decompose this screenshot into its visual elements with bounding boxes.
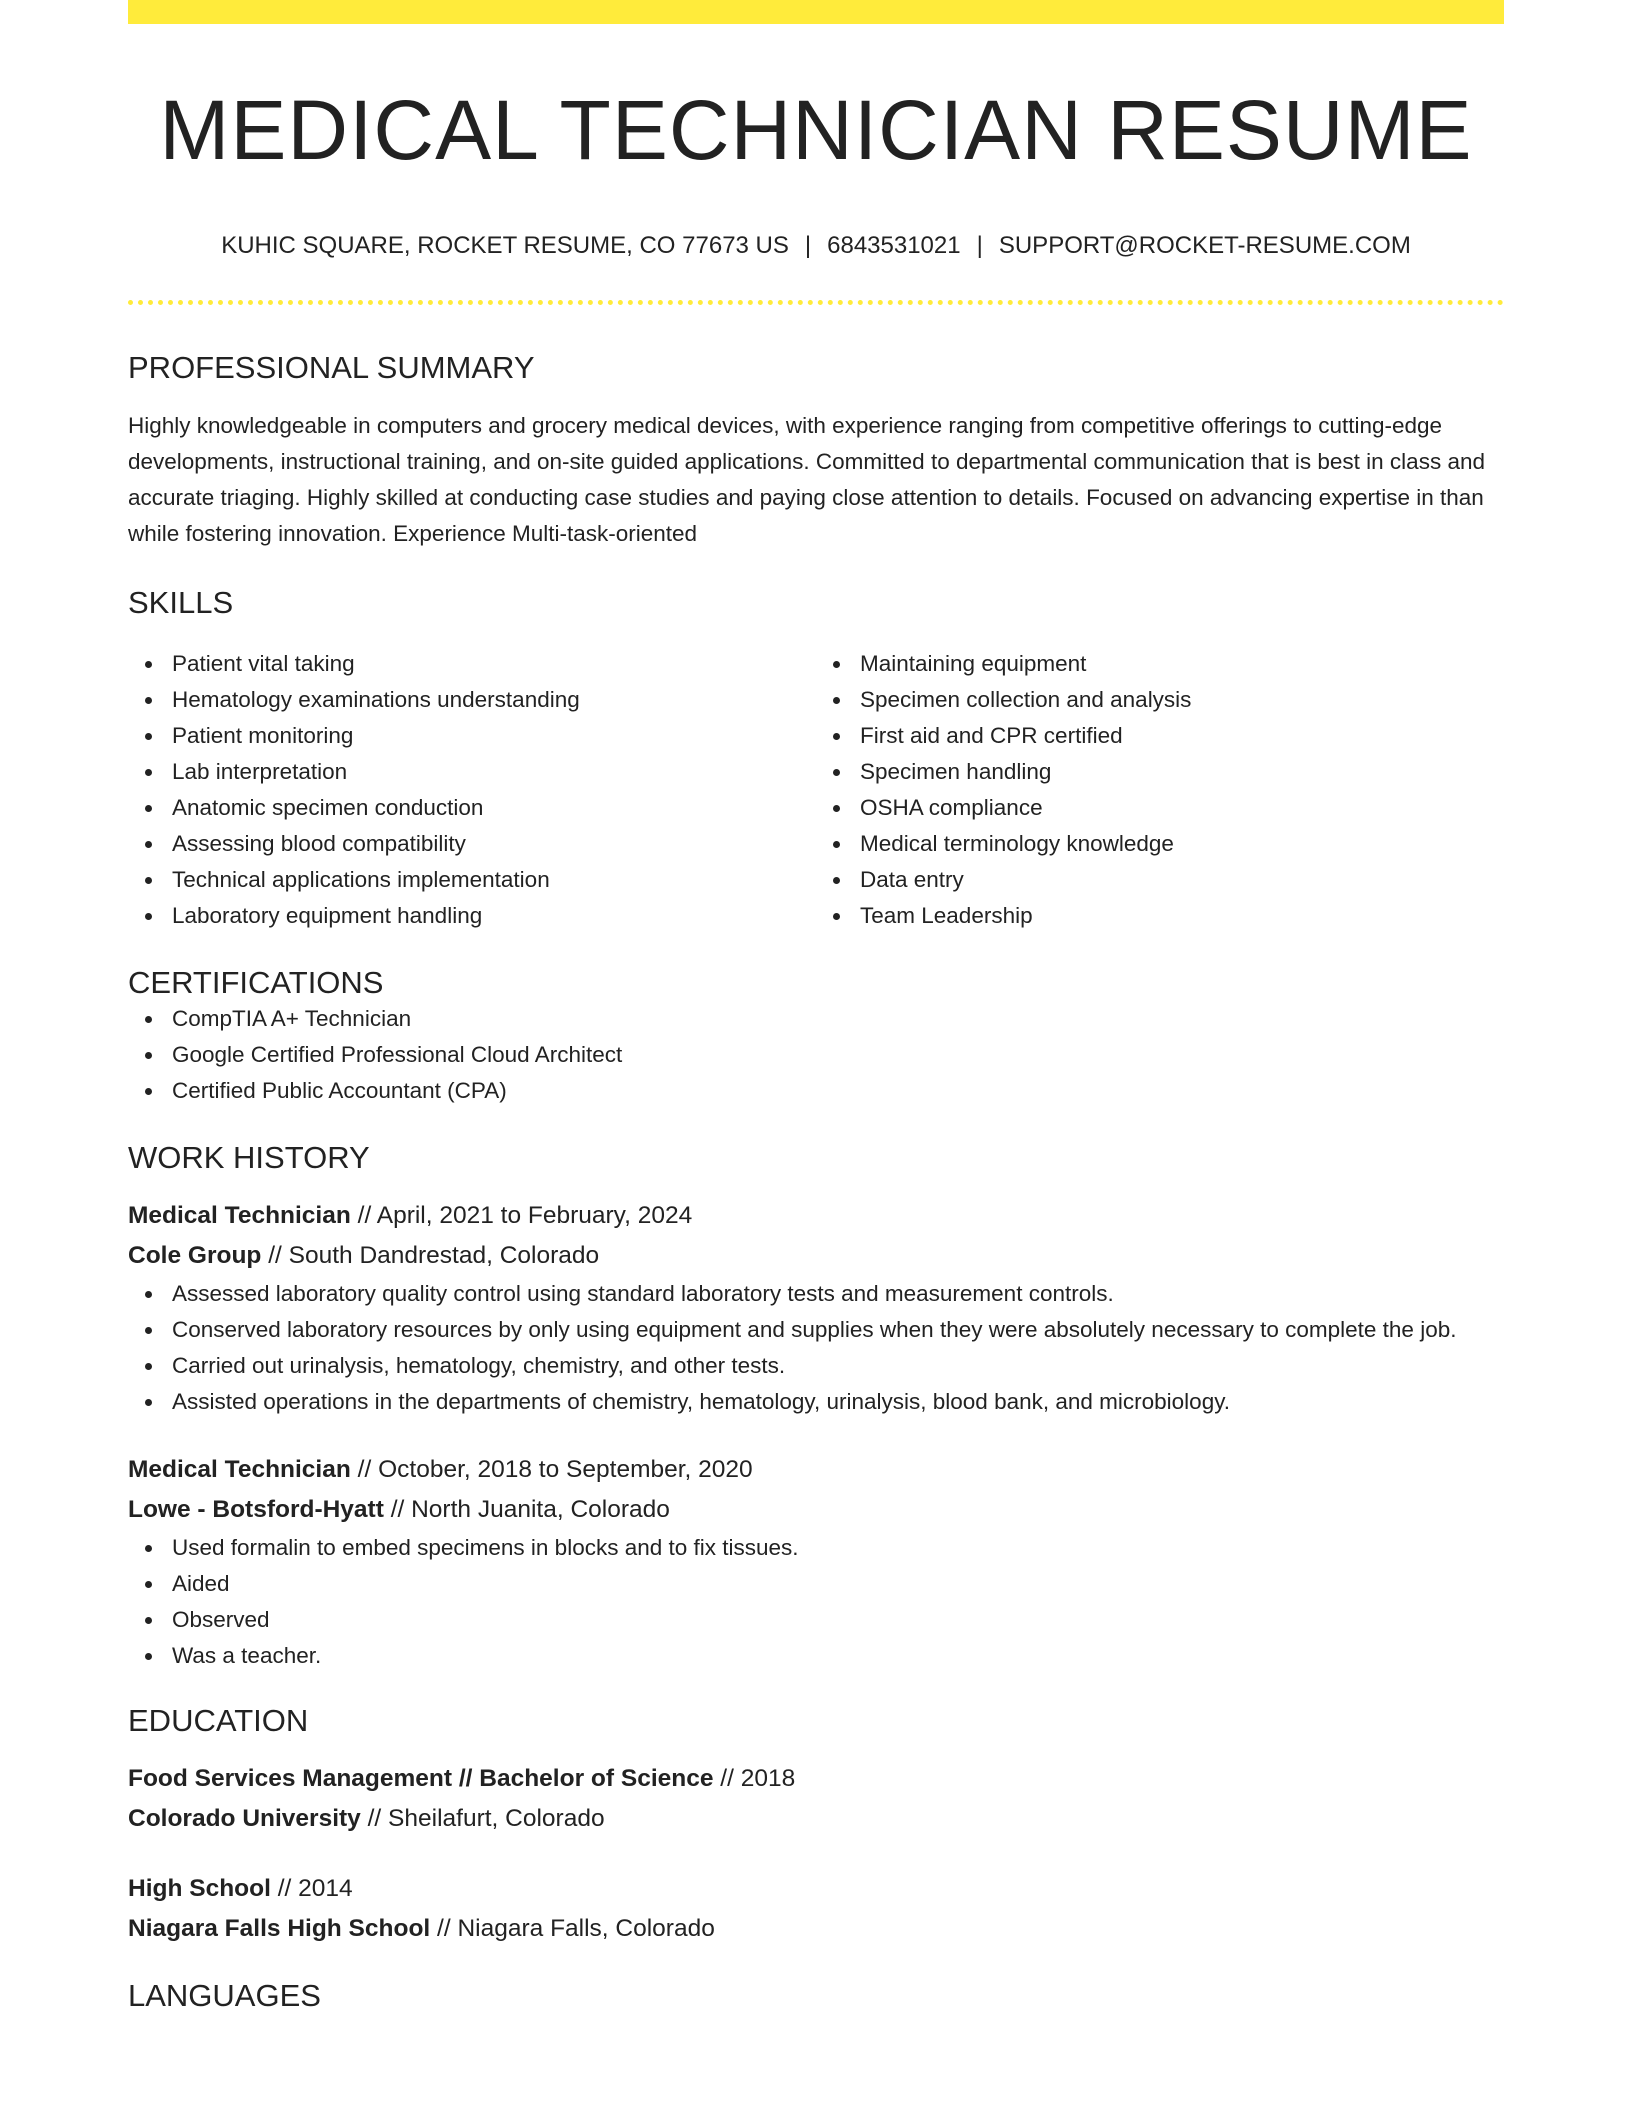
job-company-line	[128, 1236, 1504, 1276]
education-degree: High School	[128, 1875, 271, 1903]
summary-text: Highly knowledgeable in computers and grocery medical devices, with experience ranging from competitive offerings to cutting-edge developments, instructional training, and on-site guided applications. Committed to departmental communication that is best in class and accurate triaging. Highly skilled at conducting case studies and paying close attention to details. Focused on advancing expertise in than while fostering innovation. Experience Multi-task-oriented	[128, 413, 1485, 547]
skill-item: First aid and CPR certified	[816, 718, 1504, 754]
contact-line	[128, 232, 1504, 261]
skills-list-right	[816, 646, 1504, 934]
skill-item: Technical applications implementation	[128, 862, 816, 898]
education-location: // Niagara Falls, Colorado	[437, 1915, 715, 1943]
skills-list-left	[128, 646, 816, 934]
skills-grid	[128, 646, 1504, 934]
resume-title: MEDICAL TECHNICIAN RESUME	[159, 83, 1473, 177]
skills-heading: SKILLS	[128, 585, 234, 621]
job-company: Cole Group	[128, 1241, 262, 1269]
job-duty: Assisted operations in the departments of chemistry, hematology, urinalysis, blood bank, and microbiology.	[128, 1384, 1504, 1420]
job-company-line	[128, 1490, 1504, 1530]
certification-item: Certified Public Accountant (CPA)	[128, 1073, 1504, 1109]
education-location: // Sheilafurt, Colorado	[367, 1805, 605, 1833]
job-title: Medical Technician	[128, 1455, 351, 1483]
education-school-line	[128, 1909, 1504, 1949]
skill-item: Anatomic specimen conduction	[128, 790, 816, 826]
education-degree: Food Services Management // Bachelor of Science	[128, 1765, 714, 1793]
job-location: // North Juanita, Colorado	[390, 1495, 670, 1523]
skill-item: OSHA compliance	[816, 790, 1504, 826]
skill-item: Hematology examinations understanding	[128, 682, 816, 718]
job-title: Medical Technician	[128, 1201, 351, 1229]
skills-column-right	[816, 646, 1504, 934]
job-dates: // April, 2021 to February, 2024	[357, 1201, 693, 1229]
education-school-line	[128, 1799, 1504, 1839]
job-duties-list	[128, 1276, 1504, 1420]
skill-item: Patient monitoring	[128, 718, 816, 754]
job-duty: Aided	[128, 1566, 1504, 1602]
top-accent-bar	[128, 0, 1504, 24]
contact-email: SUPPORT@ROCKET-RESUME.COM	[998, 232, 1411, 260]
skills-column-left	[128, 646, 816, 934]
skill-item: Assessing blood compatibility	[128, 826, 816, 862]
education-degree-line	[128, 1759, 1504, 1799]
job-duty: Assessed laboratory quality control using standard laboratory tests and measurement controls.	[128, 1276, 1504, 1312]
job-duty: Was a teacher.	[128, 1638, 1504, 1674]
job-location: // South Dandrestad, Colorado	[268, 1241, 600, 1269]
education-degree-line	[128, 1869, 1504, 1909]
job-duty: Conserved laboratory resources by only using equipment and supplies when they were absolutely necessary to complete the job.	[128, 1312, 1504, 1348]
work-history-heading: WORK HISTORY	[128, 1139, 370, 1175]
languages-heading: LANGUAGES	[128, 1978, 321, 2014]
contact-separator: |	[804, 232, 812, 260]
certification-item: CompTIA A+ Technician	[128, 1001, 1504, 1037]
skill-item: Lab interpretation	[128, 754, 816, 790]
job-duty: Carried out urinalysis, hematology, chemistry, and other tests.	[128, 1348, 1504, 1384]
job-duty: Observed	[128, 1602, 1504, 1638]
certification-item: Google Certified Professional Cloud Architect	[128, 1037, 1504, 1073]
contact-phone: 6843531021	[827, 232, 961, 260]
education-school: Niagara Falls High School	[128, 1915, 431, 1943]
education-heading: EDUCATION	[128, 1702, 309, 1738]
skill-item: Team Leadership	[816, 898, 1504, 934]
education-school: Colorado University	[128, 1805, 361, 1833]
dotted-divider	[128, 300, 1504, 305]
job-title-line	[128, 1450, 1504, 1490]
summary-heading: PROFESSIONAL SUMMARY	[128, 350, 535, 386]
skill-item: Data entry	[816, 862, 1504, 898]
job-company: Lowe - Botsford-Hyatt	[128, 1495, 384, 1523]
job-title-line	[128, 1196, 1504, 1236]
education-year: // 2014	[277, 1875, 353, 1903]
job-duties-list	[128, 1530, 1504, 1674]
certifications-list	[128, 1001, 1504, 1109]
contact-address: KUHIC SQUARE, ROCKET RESUME, CO 77673 US	[221, 232, 789, 260]
resume-page	[128, 0, 1504, 2014]
education-year: // 2018	[720, 1765, 796, 1793]
skill-item: Medical terminology knowledge	[816, 826, 1504, 862]
skill-item: Patient vital taking	[128, 646, 816, 682]
job-dates: // October, 2018 to September, 2020	[357, 1455, 753, 1483]
skill-item: Laboratory equipment handling	[128, 898, 816, 934]
job-duty: Used formalin to embed specimens in blocks and to fix tissues.	[128, 1530, 1504, 1566]
skill-item: Maintaining equipment	[816, 646, 1504, 682]
skill-item: Specimen handling	[816, 754, 1504, 790]
contact-separator: |	[976, 232, 983, 260]
certifications-heading: CERTIFICATIONS	[128, 964, 384, 1000]
skill-item: Specimen collection and analysis	[816, 682, 1504, 718]
